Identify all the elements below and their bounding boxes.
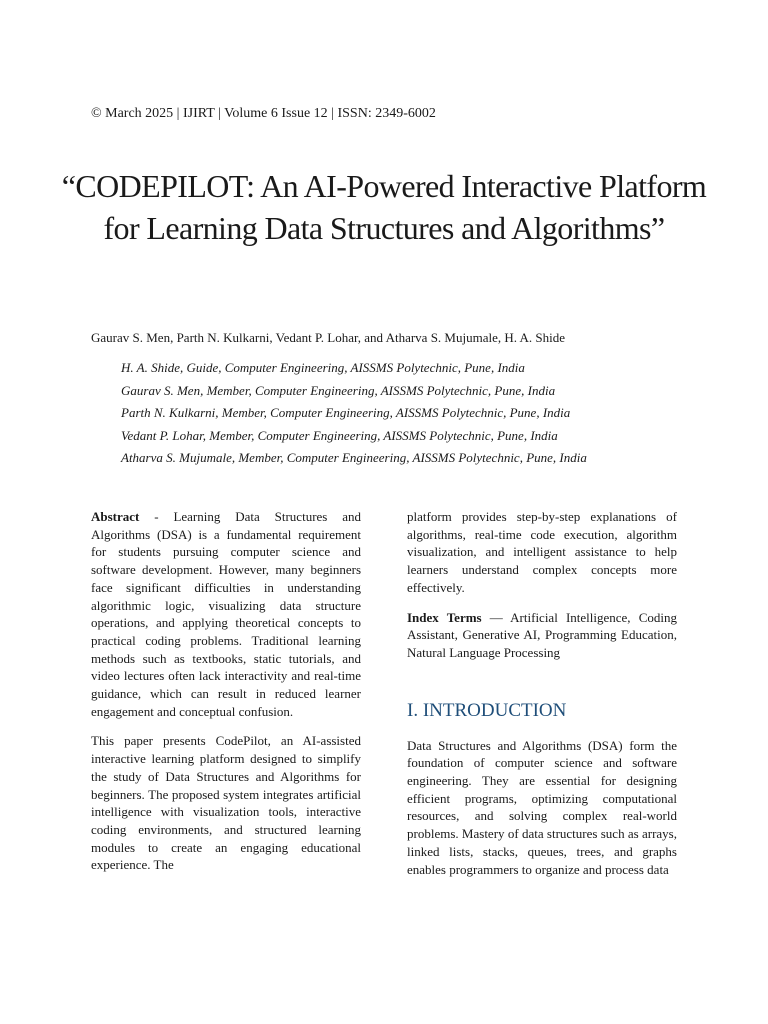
right-column bbox=[407, 508, 677, 878]
section-heading-introduction: I. INTRODUCTION bbox=[407, 699, 567, 721]
abstract-paragraph-2: This paper presents CodePilot, an AI-assisted interactive learning platform designed to simplify the study of Data Structures and Algorithms for beginners. The proposed system integrates artificial intelligence with visualization tools, interactive coding environments, and structured learning modules to create an engaging educational experience. The bbox=[91, 733, 361, 873]
index-terms-label: Index Terms bbox=[407, 609, 482, 625]
affiliation-item: Parth N. Kulkarni, Member, Computer Engineering, AISSMS Polytechnic, Pune, India bbox=[121, 405, 571, 421]
journal-header: © March 2025 | IJIRT | Volume 6 Issue 12 | ISSN: 2349-6002 bbox=[91, 106, 436, 121]
index-terms-text: Artificial Intelligence, Coding Assistant, Generative AI, Programming Education, Natural Language Processing bbox=[407, 609, 677, 660]
left-column bbox=[91, 508, 361, 886]
abstract-paragraph bbox=[91, 508, 361, 720]
affiliation-item: Atharva S. Mujumale, Member, Computer Engineering, AISSMS Polytechnic, Pune, India bbox=[121, 450, 587, 466]
abstract-separator: - bbox=[139, 509, 174, 524]
abstract-paragraph-2-continued: platform provides step-by-step explanations of algorithms, real-time code execution, algorithm visualization, and intelligent assistance to help learners understand complex concepts more effectively. bbox=[407, 509, 677, 595]
index-terms-separator: — bbox=[481, 609, 511, 625]
affiliation-item: Vedant P. Lohar, Member, Computer Engineering, AISSMS Polytechnic, Pune, India bbox=[121, 427, 558, 443]
abstract-label: Abstract bbox=[91, 509, 140, 524]
index-terms bbox=[407, 609, 677, 662]
abstract-text: Learning Data Structures and Algorithms (DSA) is a fundamental requirement for students pursuing computer science and software development. However, many beginners face significant difficulties in understanding algorithmic logic, visualizing data structure operations, and applying theoretical concepts to practical coding problems. Traditional learning methods such as textbooks, static tutorials, and video lectures often lack interactivity and real-time guidance, which can result in reduced learner engagement and conceptual confusion. bbox=[91, 509, 361, 719]
affiliation-item: Gaurav S. Men, Member, Computer Engineering, AISSMS Polytechnic, Pune, India bbox=[121, 382, 556, 398]
author-list: Gaurav S. Men, Parth N. Kulkarni, Vedant P. Lohar, and Atharva S. Mujumale, H. A. Shide bbox=[91, 330, 566, 345]
affiliation-item: H. A. Shide, Guide, Computer Engineering, AISSMS Polytechnic, Pune, India bbox=[121, 360, 525, 375]
paper-title: “CODEPILOT: An AI-Powered Interactive Platform for Learning Data Structures and Algorithms” bbox=[61, 168, 707, 246]
affiliation-list bbox=[121, 357, 587, 470]
introduction-paragraph: Data Structures and Algorithms (DSA) form the foundation of computer science and software engineering. They are essential for designing efficient programs, optimizing computational resources, and solving complex real-world problems. Mastery of data structures such as arrays, linked lists, stacks, queues, trees, and graphs enables programmers to organize and process data bbox=[407, 737, 677, 877]
